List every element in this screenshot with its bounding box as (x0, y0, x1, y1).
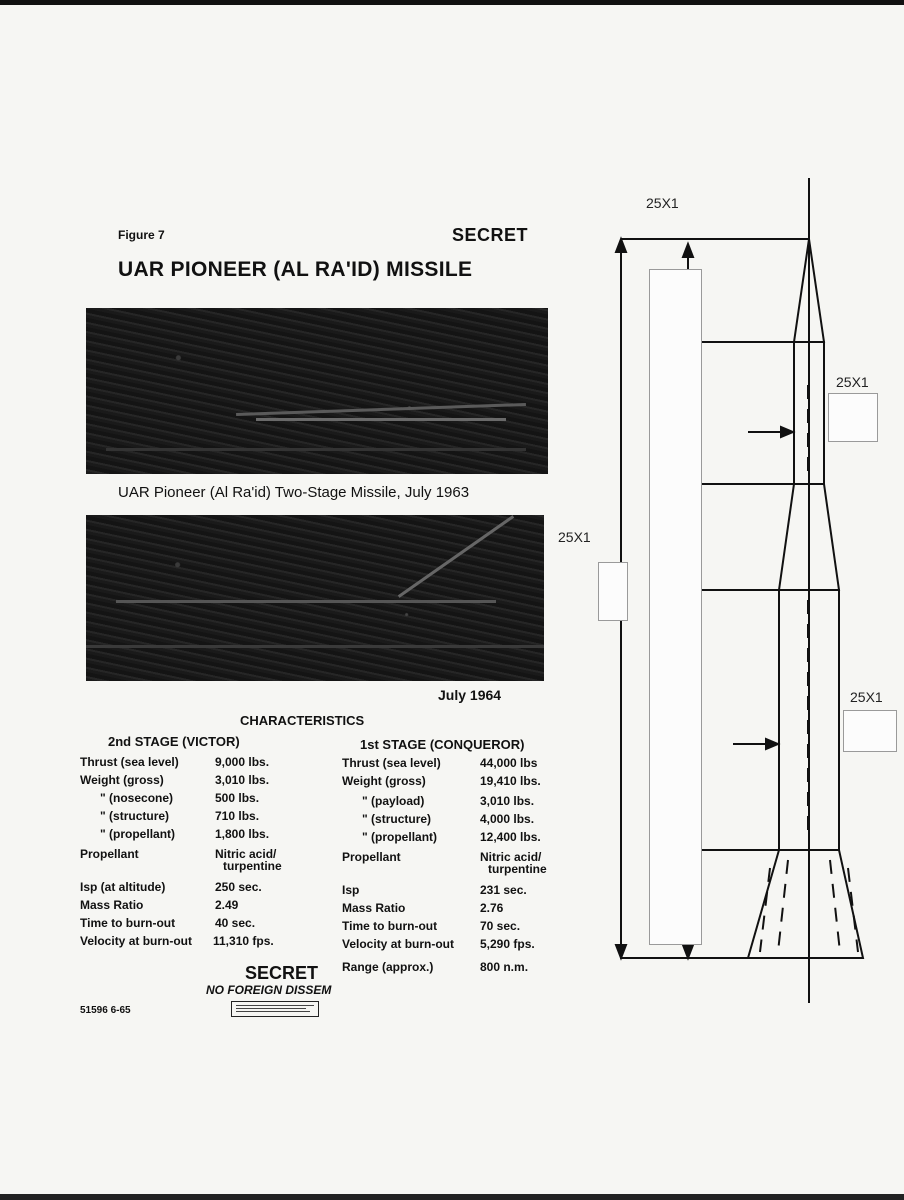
stage2-value: 9,000 lbs. (215, 755, 270, 769)
characteristics-heading: CHARACTERISTICS (240, 713, 365, 728)
stage1-label: " (propellant) (362, 830, 438, 844)
stage2-value: 40 sec. (215, 916, 256, 930)
stage2-label: " (structure) (100, 809, 170, 823)
redaction-label: 25X1 (646, 195, 679, 211)
stage1-label: Time to burn-out (342, 919, 438, 933)
redaction-box (649, 269, 702, 945)
stage2-value: 1,800 lbs. (215, 827, 270, 841)
stage2-label: Velocity at burn-out (80, 934, 193, 948)
stage1-label: Mass Ratio (342, 901, 406, 915)
stage1-value: 5,290 fps. (480, 937, 535, 951)
figure-label: Figure 7 (118, 228, 165, 242)
classification-top: SECRET (452, 225, 529, 245)
stage1-value: 70 sec. (480, 919, 521, 933)
document-number: 51596 6-65 (80, 1005, 131, 1016)
stage1-value: 2.76 (480, 901, 504, 915)
stage2-value: 2.49 (215, 898, 239, 912)
photo-caption-1963: UAR Pioneer (Al Ra'id) Two-Stage Missile, July 1963 (118, 484, 470, 501)
redaction-label: 25X1 (836, 374, 869, 390)
stage2-value: 3,010 lbs. (215, 773, 270, 787)
stage2-label: Propellant (80, 847, 139, 861)
stage1-value: 44,000 lbs (480, 756, 538, 770)
redaction-label: 25X1 (558, 529, 591, 545)
stage2-label: Mass Ratio (80, 898, 144, 912)
redaction-box (598, 562, 628, 621)
photo-caption-1964: July 1964 (438, 687, 502, 703)
redaction-box (828, 393, 878, 442)
redaction-label: 25X1 (850, 689, 883, 705)
stage1-value: 4,000 lbs. (480, 812, 535, 826)
stage2-value: 710 lbs. (215, 809, 260, 823)
stage2-value: turpentine (223, 859, 282, 873)
redaction-box (843, 710, 897, 752)
stage1-label: Propellant (342, 850, 401, 864)
stage1-value: turpentine (488, 862, 547, 876)
stage1-value: 12,400 lbs. (480, 830, 541, 844)
stage1-value: 19,410 lbs. (480, 774, 541, 788)
stage2-value: 11,310 fps. (213, 934, 274, 948)
classification-bottom: SECRET (245, 963, 319, 983)
stage2-label: Weight (gross) (80, 773, 164, 787)
stage1-label: Thrust (sea level) (342, 756, 441, 770)
stage1-label: " (payload) (362, 794, 425, 808)
stage1-value: Nitric acid/ (480, 850, 542, 864)
stage1-heading: 1st STAGE (CONQUEROR) (360, 737, 525, 752)
stage2-label: Thrust (sea level) (80, 755, 179, 769)
stage2-label: Isp (at altitude) (80, 880, 166, 894)
stage1-label: Range (approx.) (342, 960, 434, 974)
arrow-down-icon (616, 945, 626, 958)
stage2-heading: 2nd STAGE (VICTOR) (108, 734, 240, 749)
stage2-label: Time to burn-out (80, 916, 176, 930)
arrow-right-icon (766, 739, 778, 749)
stage1-label: Isp (342, 883, 360, 897)
arrow-up-icon (616, 239, 626, 252)
dissemination-marking: NO FOREIGN DISSEM (206, 983, 332, 997)
stage2-label: " (propellant) (100, 827, 176, 841)
stage1-label: Weight (gross) (342, 774, 426, 788)
stage1-label: Velocity at burn-out (342, 937, 455, 951)
stage1-value: 3,010 lbs. (480, 794, 535, 808)
stage2-value: 500 lbs. (215, 791, 260, 805)
stage2-value: Nitric acid/ (215, 847, 277, 861)
stage2-value: 250 sec. (215, 880, 262, 894)
stage1-value: 231 sec. (480, 883, 527, 897)
stage1-value: 800 n.m. (480, 960, 529, 974)
stage2-label: " (nosecone) (100, 791, 174, 805)
stage1-label: " (structure) (362, 812, 432, 826)
arrow-right-icon (781, 427, 793, 437)
page-title: UAR PIONEER (AL RA'ID) MISSILE (118, 258, 473, 281)
